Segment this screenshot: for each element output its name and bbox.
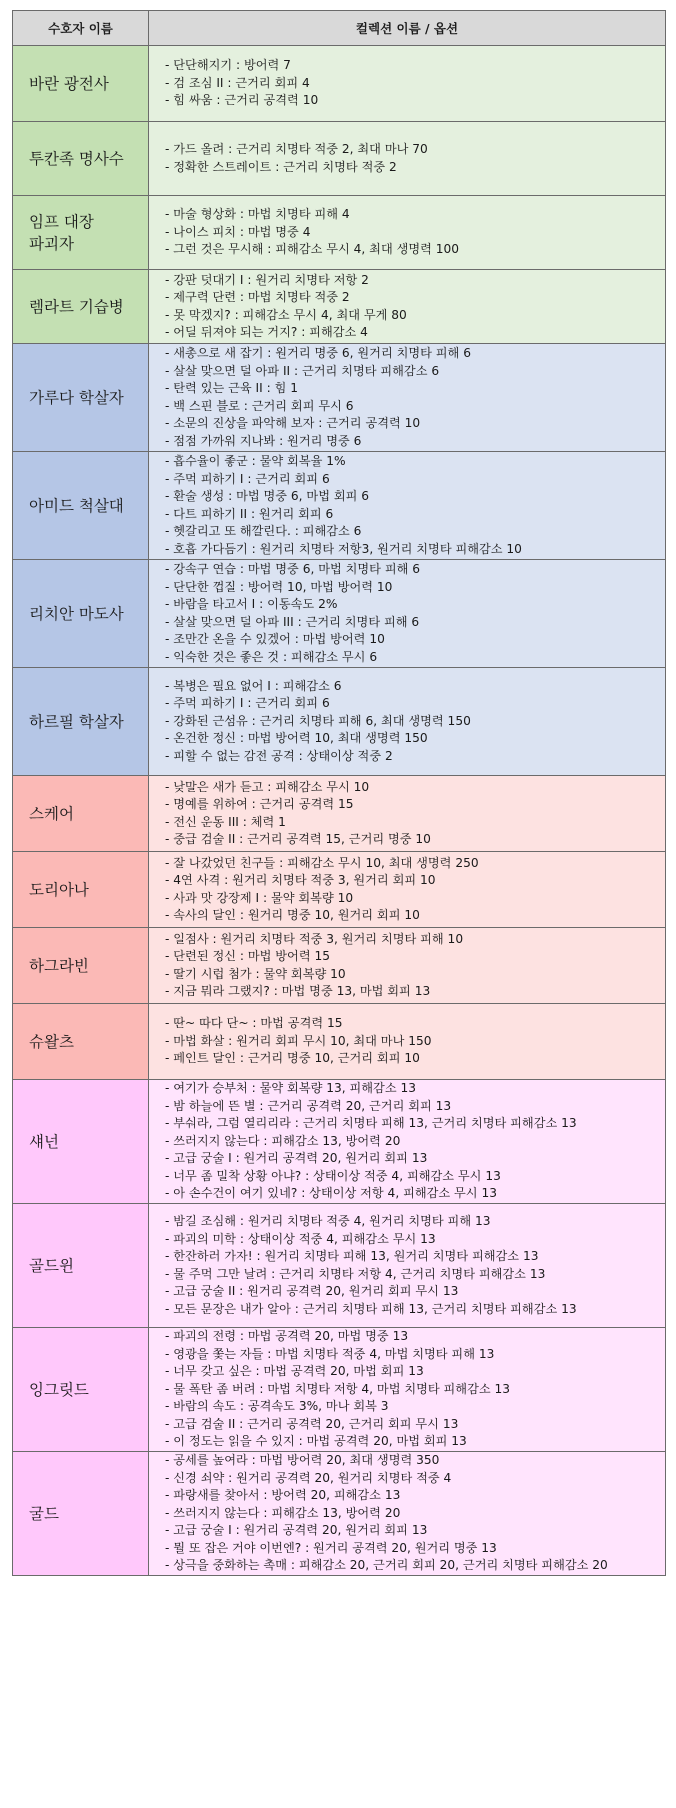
guardian-name — [13, 1204, 149, 1328]
guardian-name — [13, 46, 149, 122]
option-line: - 검 조심 II : 근거리 회피 4 — [165, 75, 310, 90]
option-line: - 물 주먹 그만 날려 : 근거리 치명타 저항 4, 근거리 치명타 피해감소 13 — [165, 1266, 546, 1281]
option-line: - 고급 궁술 I : 원거리 공격력 20, 원거리 회피 13 — [165, 1523, 428, 1538]
option-line: - 소문의 진상을 파악해 보자 : 근거리 공격력 10 — [165, 416, 421, 430]
option-line: - 바람을 타고서 I : 이동속도 2% — [165, 597, 338, 611]
collection-options — [149, 1080, 666, 1204]
table-header-row — [13, 11, 666, 46]
option-line: - 한잔하러 가자! : 원거리 치명타 피해 13, 원거리 치명타 피해감소 13 — [165, 1249, 539, 1263]
guardian-name-line: 하르필 학살자 — [29, 712, 124, 731]
option-line: - 지금 뭐라 그랬지? : 마법 명중 13, 마법 회피 13 — [165, 984, 431, 998]
option-line: - 강속구 연습 : 마법 명중 6, 마법 치명타 피해 6 — [165, 562, 420, 576]
option-line: - 어딜 뒤져야 되는 거지? : 피해감소 4 — [165, 325, 368, 339]
option-line: - 4연 사격 : 원거리 치명타 적중 3, 원거리 회피 10 — [165, 873, 436, 887]
collection-options — [149, 196, 666, 270]
option-line: - 못 막겠지? : 피해감소 무시 4, 최대 무게 80 — [165, 307, 407, 322]
table-row — [13, 270, 666, 344]
collection-options — [149, 270, 666, 344]
option-line: - 익숙한 것은 좋은 것 : 피해감소 무시 6 — [165, 649, 378, 664]
guardian-name — [13, 1004, 149, 1080]
guardian-name-line: 스케어 — [29, 804, 74, 823]
option-line: - 제구력 단련 : 마법 치명타 적중 2 — [165, 290, 350, 304]
table-row — [13, 1204, 666, 1328]
guardian-name-line: 골드윈 — [29, 1256, 74, 1275]
option-line: - 여기가 승부처 : 물약 회복량 13, 피해감소 13 — [165, 1081, 416, 1096]
option-line: - 너무 좀 밀착 상황 아냐? : 상태이상 적중 4, 피해감소 무시 13 — [165, 1168, 501, 1183]
table-row — [13, 344, 666, 452]
option-line: - 호흡 가다듬기 : 원거리 치명타 저항3, 원거리 치명타 피해감소 10 — [165, 541, 522, 556]
guardian-name-line: 섀넌 — [29, 1132, 59, 1151]
option-line: - 쓰러지지 않는다 : 피해감소 13, 방어력 20 — [165, 1505, 401, 1520]
option-line: - 힘 싸움 : 근거리 공격력 10 — [165, 93, 319, 108]
option-line: - 중급 검술 II : 근거리 공격력 15, 근거리 명중 10 — [165, 832, 431, 846]
option-line: - 파괴의 미학 : 상태이상 적중 4, 피해감소 무시 13 — [165, 1231, 436, 1246]
option-line: - 딴~ 따다 단~ : 마법 공격력 15 — [165, 1016, 343, 1031]
table-row — [13, 776, 666, 852]
table-row — [13, 852, 666, 928]
option-line: - 아 손수건이 여기 있네? : 상태이상 저항 4, 피해감소 무시 13 — [165, 1186, 497, 1201]
header-collection-options: 컬렉션 이름 / 옵션 — [149, 11, 666, 46]
table-row — [13, 122, 666, 196]
option-line: - 쓰러지지 않는다 : 피해감소 13, 방어력 20 — [165, 1133, 401, 1148]
collection-options — [149, 1328, 666, 1452]
guardian-name-line: 파괴자 — [29, 234, 74, 253]
option-line: - 환술 생성 : 마법 명중 6, 마법 회피 6 — [165, 489, 370, 503]
option-line: - 나이스 피치 : 마법 명중 4 — [165, 224, 311, 239]
option-line: - 낮말은 새가 듣고 : 피해감소 무시 10 — [165, 779, 370, 794]
option-line: - 백 스핀 블로 : 근거리 회피 무시 6 — [165, 398, 354, 413]
option-line: - 마법 화살 : 원거리 회피 무시 10, 최대 마나 150 — [165, 1033, 432, 1048]
collection-options — [149, 668, 666, 776]
collection-options — [149, 1004, 666, 1080]
option-line: - 복병은 필요 없어 I : 피해감소 6 — [165, 678, 342, 693]
guardian-name — [13, 668, 149, 776]
guardian-name — [13, 122, 149, 196]
table-row — [13, 1080, 666, 1204]
table-row — [13, 1328, 666, 1452]
option-line: - 밤길 조심해 : 원거리 치명타 적중 4, 원거리 치명타 피해 13 — [165, 1214, 491, 1228]
table-row — [13, 560, 666, 668]
option-line: - 사과 맛 강장제 I : 물약 회복량 10 — [165, 890, 354, 905]
option-line: - 단단한 껍질 : 방어력 10, 마법 방어력 10 — [165, 579, 393, 594]
option-line: - 살살 맞으면 덜 아파 II : 근거리 치명타 피해감소 6 — [165, 363, 440, 378]
collection-options — [149, 452, 666, 560]
option-line: - 신경 쇠약 : 원거리 공격력 20, 원거리 치명타 적중 4 — [165, 1470, 452, 1485]
option-line: - 페인트 달인 : 근거리 명중 10, 근거리 회피 10 — [165, 1051, 420, 1066]
option-line: - 고급 궁술 I : 원거리 공격력 20, 원거리 회피 13 — [165, 1151, 428, 1166]
option-line: - 물 폭탄 좀 버려 : 마법 치명타 저항 4, 마법 치명타 피해감소 13 — [165, 1381, 511, 1396]
table-container — [12, 10, 665, 1576]
collection-options — [149, 560, 666, 668]
option-line: - 살살 맞으면 덜 아파 III : 근거리 치명타 피해 6 — [165, 614, 420, 629]
guardian-name — [13, 928, 149, 1004]
guardian-name-line: 도리아나 — [29, 880, 89, 899]
guardian-name — [13, 452, 149, 560]
option-line: - 이 정도는 읽을 수 있지 : 마법 공격력 20, 마법 회피 13 — [165, 1434, 467, 1449]
option-line: - 강판 덧대기 I : 원거리 치명타 저항 2 — [165, 272, 369, 287]
collection-options — [149, 1452, 666, 1576]
table-row — [13, 668, 666, 776]
option-line: - 헷갈리고 또 해깔린다. : 피해감소 6 — [165, 524, 362, 538]
collection-options — [149, 122, 666, 196]
option-line: - 상극을 중화하는 촉매 : 피해감소 20, 근거리 회피 20, 근거리 치명타 피해감소 20 — [165, 1558, 608, 1573]
option-line: - 온건한 정신 : 마법 방어력 10, 최대 생명력 150 — [165, 731, 428, 746]
guardian-name-line: 굴드 — [29, 1504, 59, 1523]
table-row — [13, 46, 666, 122]
guardian-name — [13, 852, 149, 928]
table-row — [13, 452, 666, 560]
collection-options — [149, 928, 666, 1004]
option-line: - 딸기 시럽 첨가 : 물약 회복량 10 — [165, 966, 346, 981]
option-line: - 고급 검술 II : 근거리 공격력 20, 근거리 회피 무시 13 — [165, 1416, 459, 1431]
collection-options — [149, 344, 666, 452]
option-line: - 잘 나갔었던 친구들 : 피해감소 무시 10, 최대 생명력 250 — [165, 855, 479, 870]
option-line: - 정확한 스트레이트 : 근거리 치명타 적중 2 — [165, 159, 397, 174]
guardian-name-line: 바란 광전사 — [29, 74, 109, 93]
option-line: - 명예를 위하여 : 근거리 공격력 15 — [165, 797, 354, 811]
option-line: - 고급 궁술 II : 원거리 공격력 20, 원거리 회피 무시 13 — [165, 1284, 459, 1298]
table-body — [13, 46, 666, 1576]
option-line: - 파괴의 전령 : 마법 공격력 20, 마법 명중 13 — [165, 1329, 409, 1344]
option-line: - 밤 하늘에 뜬 별 : 근거리 공격력 20, 근거리 회피 13 — [165, 1098, 452, 1113]
guardian-name — [13, 776, 149, 852]
guardian-name — [13, 1080, 149, 1204]
option-line: - 영광을 쫓는 자들 : 마법 치명타 적중 4, 마법 치명타 피해 13 — [165, 1346, 495, 1361]
option-line: - 바람의 속도 : 공격속도 3%, 마나 회복 3 — [165, 1399, 389, 1414]
guardian-name — [13, 270, 149, 344]
option-line: - 조만간 온을 수 있겠어 : 마법 방어력 10 — [165, 632, 385, 646]
guardian-name-line: 임프 대장 — [29, 212, 94, 231]
table-row — [13, 1004, 666, 1080]
guardian-name-line: 잉그릿드 — [29, 1380, 89, 1399]
option-line: - 주먹 피하기 I : 근거리 회피 6 — [165, 696, 330, 711]
table-row — [13, 928, 666, 1004]
guardian-name-line: 슈왈츠 — [29, 1032, 74, 1051]
option-line: - 전신 운동 III : 체력 1 — [165, 814, 286, 829]
option-line: - 가드 올려 : 근거리 치명타 적중 2, 최대 마나 70 — [165, 142, 428, 156]
guardian-name-line: 리치안 마도사 — [29, 604, 124, 623]
header-guardian-name: 수호자 이름 — [13, 11, 149, 46]
option-line: - 부숴라, 그럼 열리리라 : 근거리 치명타 피해 13, 근거리 치명타 피해감소 13 — [165, 1116, 577, 1131]
collection-options — [149, 852, 666, 928]
collection-options — [149, 1204, 666, 1328]
option-line: - 일점사 : 원거리 치명타 적중 3, 원거리 치명타 피해 10 — [165, 931, 464, 946]
guardian-collection-table — [12, 10, 666, 1576]
guardian-name — [13, 196, 149, 270]
option-line: - 너무 갖고 싶은 : 마법 공격력 20, 마법 회피 13 — [165, 1364, 424, 1379]
guardian-name-line: 렘라트 기습병 — [29, 297, 124, 316]
option-line: - 강화된 근섬유 : 근거리 치명타 피해 6, 최대 생명력 150 — [165, 713, 471, 728]
option-line: - 다트 피하기 II : 원거리 회피 6 — [165, 506, 334, 521]
option-line: - 뭘 또 잡은 거야 이번엔? : 원거리 공격력 20, 원거리 명중 13 — [165, 1540, 497, 1555]
table-row — [13, 196, 666, 270]
option-line: - 그런 것은 무시해 : 피해감소 무시 4, 최대 생명력 100 — [165, 242, 460, 257]
guardian-name — [13, 1452, 149, 1576]
option-line: - 단련된 정신 : 마법 방어력 15 — [165, 949, 330, 963]
option-line: - 마술 형상화 : 마법 치명타 피해 4 — [165, 207, 350, 222]
option-line: - 탄력 있는 근육 II : 힘 1 — [165, 381, 298, 395]
option-line: - 새총으로 새 잡기 : 원거리 명중 6, 원거리 치명타 피해 6 — [165, 346, 471, 360]
guardian-name-line: 하그라빈 — [29, 956, 89, 975]
guardian-name-line: 아미드 척살대 — [29, 496, 124, 515]
option-line: - 파랑새를 찾아서 : 방어력 20, 피해감소 13 — [165, 1488, 401, 1503]
guardian-name — [13, 1328, 149, 1452]
option-line: - 단단해지기 : 방어력 7 — [165, 58, 291, 73]
table-row — [13, 1452, 666, 1576]
guardian-name-line: 투칸족 명사수 — [29, 149, 124, 168]
option-line: - 피할 수 없는 감전 공격 : 상태이상 적중 2 — [165, 748, 393, 763]
collection-options — [149, 776, 666, 852]
guardian-name — [13, 560, 149, 668]
option-line: - 점점 가까워 지나봐 : 원거리 명중 6 — [165, 433, 362, 448]
option-line: - 공세를 높여라 : 마법 방어력 20, 최대 생명력 350 — [165, 1453, 440, 1468]
collection-options — [149, 46, 666, 122]
option-line: - 모든 문장은 내가 알아 : 근거리 치명타 피해 13, 근거리 치명타 피해감소 13 — [165, 1301, 577, 1316]
option-line: - 흡수율이 좋군 : 물약 회복율 1% — [165, 454, 346, 468]
option-line: - 속사의 달인 : 원거리 명중 10, 원거리 회피 10 — [165, 908, 420, 922]
guardian-name — [13, 344, 149, 452]
guardian-name-line: 가루다 학살자 — [29, 388, 124, 407]
option-line: - 주먹 피하기 I : 근거리 회피 6 — [165, 471, 330, 486]
